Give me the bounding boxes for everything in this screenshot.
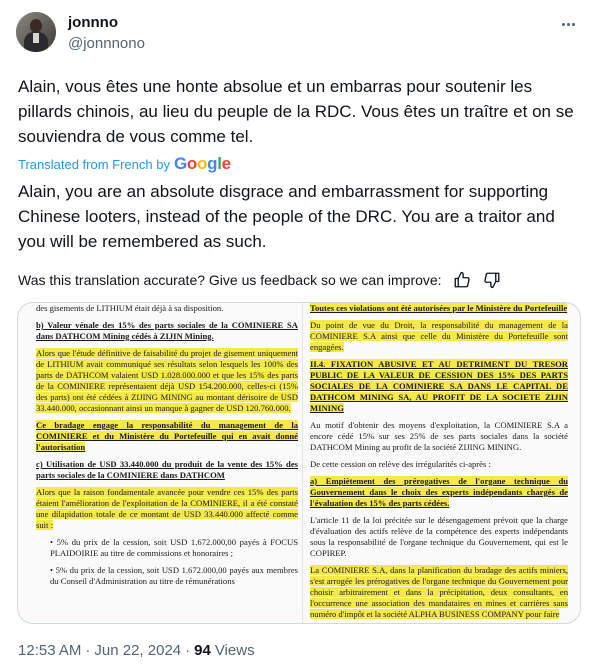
thumbs-up-icon[interactable]: [452, 270, 472, 290]
more-options-button[interactable]: [558, 14, 578, 34]
translated-by-label: Translated from French by: [18, 156, 170, 172]
highlighted-text: II.4. FIXATION ABUSIVE ET AU DETRIMENT DU TRESOR PUBLIC DE LA VALEUR DE CESSION DES 15% DES PARTS SOCIALES DE LA COMINIERE S.A DANS LE CAPITAL DE DATHCOM MINING SA, AU PROFIT DE LA SOCIETE ZIJIN MINING: [310, 359, 568, 413]
attached-document-image[interactable]: [17, 302, 581, 624]
more-dots-icon: [562, 23, 575, 26]
highlighted-text: Ce bradage engage la responsabilité du management de la COMINIERE et du Ministère du Portefeuille qui en avait donné l'autorisation: [36, 420, 298, 452]
tweet-translated-text: Alain, you are an absolute disgrace and embarrassment for supporting Chinese looters, instead of the people of the DRC. You are a traitor and you will be remembered as such.: [18, 182, 555, 251]
document-paragraph: c) Utilisation de USD 33.440.000 du produit de la vente des 15% des parts sociales de la COMINIERE dans DATHCOM: [36, 459, 298, 480]
views-label: Views: [214, 641, 255, 659]
document-paragraph: [310, 359, 568, 414]
highlighted-text: Alors que l'étude définitive de faisabilité du projet de gisement uniquement de LITHIUM avait communiqué ses résultats selon lesquels les 100% des parts de DATHCOM valaient USD 1.028.000.000 et que les 15% des parts de la COMINIERE représentaient déjà USD 154.200.000, celles-ci (15% des parts) ont été cédées à ZIJING MINING au montant dérisoire de USD 33.440.000, occasionnant ainsi un manque à gagner de USD 120.760.000.: [36, 348, 298, 413]
separator: ·: [85, 641, 91, 659]
separator: ·: [185, 641, 191, 659]
document-paragraph: [310, 303, 568, 314]
document-paragraph: [36, 348, 298, 414]
views-count: 94: [194, 641, 211, 659]
translation-attribution[interactable]: [18, 154, 231, 174]
document-paragraph: [310, 476, 568, 509]
tweet-header: [16, 12, 582, 60]
tweet-original-text: Alain, vous êtes une honte absolue et un embarras pour soutenir les pillards chinois, au lieu du peuple de la RDC. Vous êtes un traître et on se souviendra de vous comme tel.: [18, 77, 574, 146]
document-paragraph: b) Valeur vénale des 15% des parts sociales de la COMINIERE SA dans DATHCOM Mining cédés à ZIJIN Mining.: [36, 320, 298, 341]
document-paragraph: des gisements de LITHIUM était déjà à sa disposition.: [36, 303, 224, 313]
document-right-column: [310, 303, 568, 624]
tweet-metadata: [18, 640, 255, 660]
highlighted-text: a) Empiètement des prérogatives de l'organe technique du Gouvernement dans le choix des experts indépendants chargés de l'évaluation des 15% des parts cédées.: [310, 476, 568, 508]
document-paragraph: De cette cession on relève des irrégularités ci-après :: [310, 459, 491, 469]
author-display-name[interactable]: jonnno: [68, 14, 118, 31]
highlighted-text: Alors que la raison fondamentale avancée pour vendre ces 15% des parts étaient l'amélioration de l'exploitation de la COMINIERE, il a été constaté une dilapidation totale de ce montant de USD 33.440.000 affecté comme suit :: [36, 487, 298, 530]
feedback-prompt: Was this translation accurate? Give us feedback so we can improve:: [18, 272, 442, 288]
highlighted-text: Du point de vue du Droit, la responsabilité du management de la COMINIERE S.A ainsi que celle du Ministère du Portefeuille sont engagées.: [310, 320, 568, 352]
document-paragraph: [310, 565, 568, 620]
thumbs-down-icon[interactable]: [482, 270, 502, 290]
highlighted-text: La COMINIERE S.A, dans la planification du bradage des actifs miniers, s'est arrogée les prérogatives de l'organe technique du Gouvernement pour choisir arbitrairement et dans la précipitation, deux consultants, en l'occurrence une association des mandataires en mines et carrières sans numéro d'impôt et la société ALPHA BUSINESS COMPANY pour faire: [310, 565, 568, 619]
document-paragraph: L'article 11 de la loi précitée sur le désengagement prévoit que la charge d'évaluation des actifs relève de la compétence des experts indépendants sous la responsabilité de l'organe technique du Gouvernement, qui est le COPIREP.: [310, 515, 568, 558]
document-paragraph: Au motif d'obtenir des moyens d'exploitation, la COMINIERE S.A a encore cédé 15% sur ses 25% de ses parts sociales dans la société DATHCOM Mining au profit de la société ZIJING MINING.: [310, 420, 568, 452]
tweet-time[interactable]: 12:53 AM: [18, 641, 82, 659]
author-handle[interactable]: @jonnnono: [68, 35, 145, 52]
google-logo-icon: Google: [173, 154, 231, 173]
tweet-date[interactable]: Jun 22, 2024: [94, 641, 182, 659]
document-paragraph: [36, 487, 298, 531]
translation-feedback: [18, 270, 502, 290]
document-paragraph: [36, 420, 298, 453]
document-left-column: [36, 303, 298, 593]
highlighted-text: Toutes ces violations ont été autorisées par le Ministère du Portefeuille: [310, 303, 568, 313]
document-paragraph: [310, 320, 568, 353]
document-divider: [302, 303, 303, 624]
document-paragraph: • 5% du prix de la cession, soit USD 1.672.000,00 payés à FOCUS PLAIDOIRIE au titre de commissions et honoraires ;: [50, 537, 298, 558]
avatar[interactable]: [16, 12, 56, 52]
document-paragraph: • 5% du prix de la cession, soit USD 1.672.000,00 payés aux membres du Conseil d'Administration au titre de rémunérations: [50, 565, 298, 586]
